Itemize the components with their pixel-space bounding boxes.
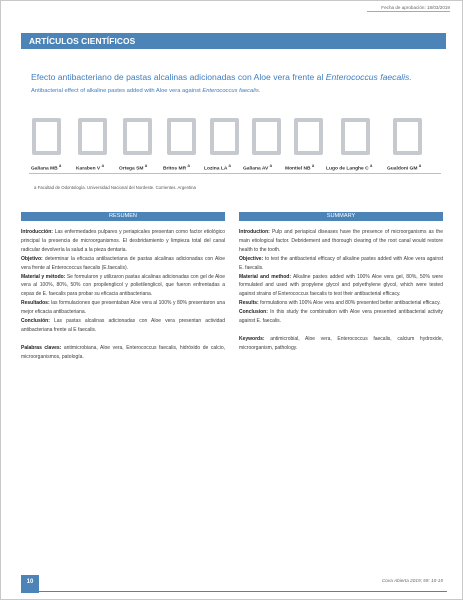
title-en-main: Antibacterial effect of alkaline pastes added with Aloe vera against [31, 88, 203, 94]
resumen-intro: Introducción: Las enfermedades pulpares y periapicales presentan como factor etiológico principal la presencia de microorganismos. El desbridamiento y limpieza total del canal radicular devolvería la salud a la pieza dentaria. [21, 229, 225, 253]
author-name: Gualdoni GM $^a$ [387, 163, 422, 172]
page-number: 10 [26, 579, 34, 585]
summary-objective: Objective: to test the antibacterial efficacy of alkaline pastes added with Aloe vera against E. faecalis. [239, 255, 443, 271]
page-number-box [21, 575, 39, 593]
summary-body [239, 228, 443, 353]
author-name: Britos MR $^a$ [163, 163, 190, 172]
footer-divider [39, 591, 447, 592]
author-photo-4 [167, 118, 196, 155]
author-name: Lozina LA $^a$ [204, 163, 231, 172]
author-photo-6 [252, 118, 281, 155]
title-en-species: Enterococcus faecalis. [202, 88, 261, 94]
summary-keywords: Keywords: antimicrobial, Aloe vera, Enterococcus faecalis, calcium hydroxide, microorganism, pathology. [239, 335, 443, 351]
author-photos [29, 118, 439, 158]
author-photo-5 [210, 118, 239, 155]
resumen-methods: Material y método: Se formularon y utilizaron pastas alcalinas adicionadas con gel de Aloe vera al 100%, 80%, 50% con propilenglicol y polietilenglicol, que fueron enfrentadas a cepas de E. faecalis para probar su eficacia antibacteriana. [21, 273, 225, 298]
author-name: Montiel NB $^a$ [285, 163, 315, 172]
resumen-body [21, 228, 225, 362]
summary-heading: SUMMARY [239, 212, 443, 221]
author-list [29, 163, 441, 173]
author-photo-1 [32, 118, 61, 155]
title-es-main: Efecto antibacteriano de pastas alcalinas adicionadas con Aloe vera frente al [31, 72, 326, 82]
author-photo-2 [78, 118, 107, 155]
approval-date: Fecha de aprobación: 18/03/2019 [367, 5, 450, 12]
summary-methods: Material and method: Alkaline pastes added with 100% Aloe vera gel, 80%, 50% were formulated and used with propylene glycol and polyethylene glycol, which were tested against strains of Enterococcus faecalis to test their antibacterial efficacy. [239, 273, 443, 298]
author-name: Galiana MB $^a$ [31, 163, 62, 172]
section-banner [21, 33, 446, 49]
title-es-species: Enterococcus faecalis. [325, 72, 412, 82]
article-title-en [31, 88, 441, 94]
author-photo-8 [341, 118, 370, 155]
journal-reference: Cova Abierta 2019; 59: 10-15 [381, 578, 443, 583]
article-title-es [31, 72, 441, 82]
section-label: ARTÍCULOS CIENTÍFICOS [29, 36, 136, 46]
resumen-heading: RESUMEN [21, 212, 225, 221]
author-photo-9 [393, 118, 422, 155]
resumen-conclusion: Conclusión: Las pastas alcalinas adicionadas con Aloe vera presentan actividad antibacteriana frente al E faecalis. [21, 318, 225, 333]
affiliation: a Facultad de Odontología. Universidad Nacional del Nordeste. Corrientes. Argentina [34, 185, 196, 190]
author-name: Galiana AV $^a$ [243, 163, 272, 172]
author-name: Ortega SM $^a$ [119, 163, 148, 172]
resumen-keywords: Palabras claves: antimicrobiana, Aloe vera, Enterococcus faecalis, hidróxido de calcio, microorganismos, patología. [21, 344, 225, 360]
resumen-results: Resultados: las formulaciones que presentaban Aloe vera al 100% y 80% presentaron una mejor eficacia antibacteriana. [21, 300, 225, 316]
author-photo-7 [294, 118, 323, 155]
summary-conclusion: Conclusion: In this study the combination with Aloe vera presented antibacterial activity against E. faecalis. [239, 309, 443, 325]
author-divider [29, 173, 441, 174]
author-photo-3 [123, 118, 152, 155]
resumen-objective: Objetivo: determinar la eficacia antibacteriana de pastas alcalinas adicionadas con Aloe vera frente al Enterococcus faecalis (E.faecalis). [21, 255, 225, 271]
summary-intro: Introduction: Pulp and periapical diseases have the presence of microorganisms as the main etiological factor. Debridement and thorough clearing of the root canal would restore health to the tooth. [239, 229, 443, 253]
summary-results: Results: formulations with 100% Aloe vera and 80% presented better antibacterial efficacy. [239, 300, 441, 307]
author-name: Lugo de Langhe C $^a$ [326, 163, 373, 172]
author-name: Karaben V $^a$ [76, 163, 104, 172]
